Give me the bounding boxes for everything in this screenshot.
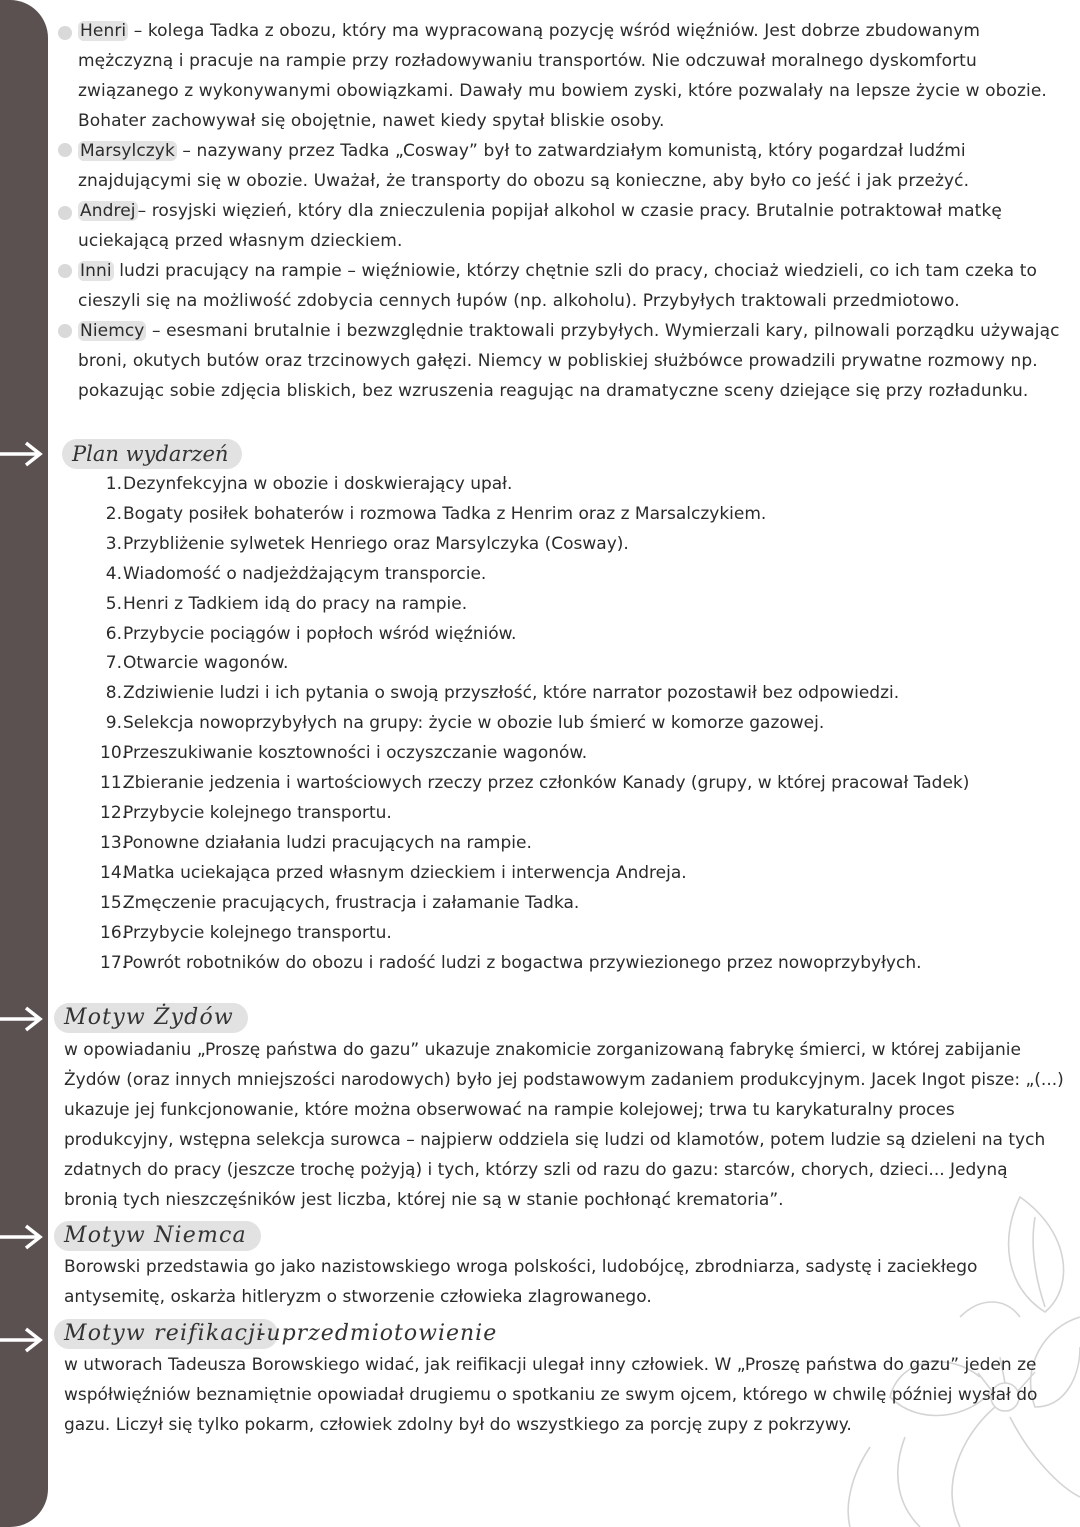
plan-item-number: 4. — [105, 563, 122, 584]
plan-item — [100, 889, 1060, 919]
character-name: Niemcy — [80, 321, 145, 341]
plan-item — [100, 679, 1060, 709]
plan-item-text: Selekcja nowoprzybyłych na grupy: życie w obozie lub śmierć w komorze gazowej. — [123, 713, 825, 734]
character-name: Henri — [80, 21, 127, 41]
plan-item-text: Matka uciekająca przed własnym dzieckiem i interwencja Andreja. — [123, 862, 687, 883]
plan-item-text: Przybycie kolejnego transportu. — [123, 802, 392, 823]
character-henri — [78, 16, 1068, 136]
plan-item-number: 16. — [100, 922, 128, 943]
bullet-dot — [58, 264, 72, 278]
plan-item — [100, 859, 1060, 889]
plan-item-text: Bogaty posiłek bohaterów i rozmowa Tadka z Henrim oraz z Marsalczykiem. — [123, 503, 767, 524]
motif-paragraph: w opowiadaniu „Proszę państwa do gazu” ukazuje znakomicie zorganizowaną fabrykę śmierci, w której zabijanie Żydów (oraz innych mniejszości narodowych) było jej podstawowym zadaniem produkcyjnym. Jacek Ingot pisze: „(...) ukazuje jej funkcjonowanie, które można obserwować na rampie kolejowej; trwa tu karykaturalny proces produkcyjny, wstępna selekcja surowca – najpierw oddziela się ludzi od klamotów, potem ludzie są dzieleni na tych zdatnych do pracy (jeszcze trochę pożyją) i tych, którzy szli od razu do gazu: starców, chorych, dzieci... Jedyną bronią tych nieszczęśników jest liczba, której nie są w stanie pochłonąć krematoria”. — [64, 1040, 1064, 1210]
plan-item — [100, 649, 1060, 679]
plan-item — [100, 470, 1060, 500]
motif-heading: Motyw Żydów — [54, 1003, 248, 1033]
plan-item-text: Przybycie kolejnego transportu. — [123, 922, 392, 943]
plan-item — [100, 739, 1060, 769]
bullet-dot — [58, 26, 72, 40]
plan-item-text: Henri z Tadkiem idą do pracy na rampie. — [123, 593, 468, 614]
plan-item — [100, 919, 1060, 949]
plan-item-text: Zmęczenie pracujących, frustracja i załamanie Tadka. — [123, 892, 580, 913]
plan-item-number: 15. — [100, 892, 128, 913]
plan-item-number: 5. — [105, 593, 122, 614]
plan-item — [100, 769, 1060, 799]
plan-item — [100, 709, 1060, 739]
left-margin-bar — [0, 0, 48, 1527]
motif-paragraph: Borowski przedstawia go jako nazistowskiego wroga polskości, ludobójcę, zbrodniarza, sadystę i zaciekłego antysemitę, oskarża hitleryzm o stworzenie człowieka zlagrowanego. — [64, 1257, 978, 1307]
plan-item-number: 6. — [105, 623, 122, 644]
arrow-right-icon — [0, 439, 48, 469]
plan-item-number: 8. — [105, 683, 122, 704]
character-name: Marsylczyk — [80, 141, 175, 161]
plan-item-number: 14. — [100, 862, 128, 883]
plan-item-text: Wiadomość o nadjeżdżającym transporcie. — [123, 563, 487, 584]
plan-item-number: 2. — [105, 503, 122, 524]
character-desc: – esesmani brutalnie i bezwzględnie traktowali przybyłych. Wymierzali kary, pilnowali porządku używając broni, okutych butów oraz trzcinowych gałęzi. Niemcy w pobliskiej służbówce prowadzili prywatne rozmowy np. pokazując sobie zdjęcia bliskich, bez wzruszenia reagując na dramatyczne sceny dziejące się przy rozładunku. — [78, 321, 1060, 401]
character-desc: – nazywany przez Tadka „Cosway” był to zatwardziałym komunistą, który pogardzał ludźmi znajdującymi się w obozie. Uważał, że transporty do obozu są konieczne, aby było co jeść i jak przeżyć. — [78, 141, 970, 191]
arrow-right-icon — [0, 1325, 48, 1355]
plan-item-text: Powrót robotników do obozu i radość ludzi z bogactwa przywiezionego przez nowoprzybyłych. — [123, 952, 922, 973]
motif-heading-suffix: -uprzedmiotowienie — [258, 1321, 498, 1346]
plan-item — [100, 829, 1060, 859]
plan-item-number: 11. — [100, 773, 128, 794]
plan-item — [100, 500, 1060, 530]
plan-item-number: 10. — [100, 743, 128, 764]
plan-item — [100, 799, 1060, 829]
plan-item-text: Przybliżenie sylwetek Henriego oraz Marsylczyka (Cosway). — [123, 533, 629, 554]
bullet-dot — [58, 206, 72, 220]
character-desc: – rosyjski więzień, który dla znieczulenia popijał alkohol w czasie pracy. Brutalnie potraktował matkę uciekającą przed własnym dzieckiem. — [78, 201, 1002, 251]
bullet-dot — [58, 143, 72, 157]
plan-item — [100, 560, 1060, 590]
plan-item-number: 9. — [105, 713, 122, 734]
character-niemcy — [78, 316, 1068, 406]
plan-item-number: 1. — [105, 474, 122, 494]
plan-item — [100, 949, 1060, 979]
plan-list — [100, 470, 1060, 978]
character-inni — [78, 256, 1068, 316]
character-name: Andrej — [80, 201, 136, 221]
character-name: Inni — [80, 261, 112, 281]
plan-item-text: Przeszukiwanie kosztowności i oczyszczanie wagonów. — [123, 743, 588, 764]
motif-paragraph: w utworach Tadeusza Borowskiego widać, jak reifikacji ulegał inny człowiek. W „Proszę państwa do gazu” jeden ze współwięźniów beznamiętnie opowiadał drugiemu o spotkaniu ze swym ojcem, którego w chwilę później wysłał do gazu. Liczył się tylko pokarm, człowiek zdolny był do wszystkiego za porcję zupy z pokrzywy. — [64, 1355, 1038, 1435]
plan-item-text: Zbieranie jedzenia i wartościowych rzeczy przez członków Kanady (grupy, w której pracował Tadek) — [123, 773, 970, 794]
motif-heading: Motyw Niemca — [54, 1221, 261, 1251]
character-andrej — [78, 196, 1068, 256]
plan-heading: Plan wydarzeń — [62, 439, 242, 469]
plan-item-number: 7. — [105, 653, 122, 674]
arrow-right-icon — [0, 1004, 48, 1034]
character-desc: – kolega Tadka z obozu, który ma wypracowaną pozycję wśród więźniów. Jest dobrze zbudowanym mężczyzną i pracuje na rampie przy rozładowywaniu transportów. Nie odczuwał moralnego dyskomfortu związanego z wykonywanymi obowiązkami. Dawały mu bowiem zyski, które pozwalały na lepsze życie w obozie. Bohater zachowywał się obojętnie, nawet kiedy spytał bliskie osoby. — [78, 21, 1047, 131]
plan-item-number: 17. — [100, 952, 128, 973]
character-marsylczyk — [78, 136, 1068, 196]
plan-item-text: Ponowne działania ludzi pracujących na rampie. — [123, 832, 532, 853]
plan-item — [100, 530, 1060, 560]
plan-item-text: Zdziwienie ludzi i ich pytania o swoją przyszłość, które narrator pozostawił bez odpowiedzi. — [123, 683, 900, 704]
bullet-dot — [58, 324, 72, 338]
motif-heading: Motyw reifikacji — [54, 1319, 278, 1349]
plan-item-text: Przybycie pociągów i popłoch wśród więźniów. — [123, 623, 517, 644]
plan-item-text: Dezynfekcyjna w obozie i doskwierający upał. — [123, 474, 513, 494]
plan-item-text: Otwarcie wagonów. — [123, 653, 289, 674]
character-desc: ludzi pracujący na rampie – więźniowie, którzy chętnie szli do pracy, chociaż wiedzieli, co ich tam czeka to cieszyli się na możliwość zdobycia cennych łupów (np. alkoholu). Przybyłych traktowali przedmiotowo. — [78, 261, 1037, 311]
plan-item-number: 3. — [105, 533, 122, 554]
plan-item-number: 13. — [100, 832, 128, 853]
arrow-right-icon — [0, 1222, 48, 1252]
plan-item — [100, 590, 1060, 620]
plan-item-number: 12. — [100, 802, 128, 823]
plan-item — [100, 620, 1060, 650]
